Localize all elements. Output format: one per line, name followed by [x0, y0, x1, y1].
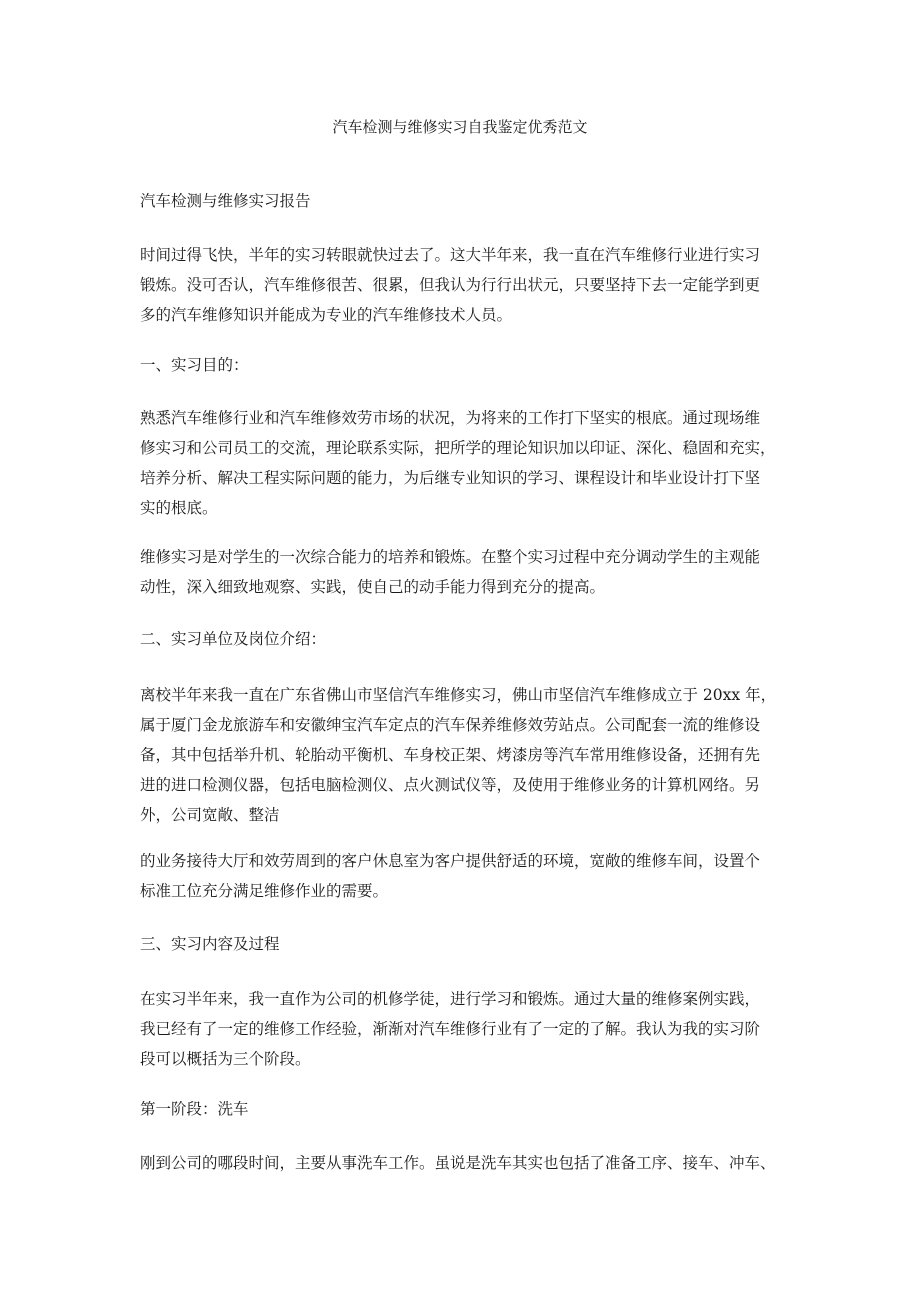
section-1-heading [140, 350, 784, 380]
text-line: 培养分析、解决工程实际问题的能力，为后继专业知识的学习、课程设计和毕业设计打下坚 [140, 469, 761, 487]
section-3-heading [140, 929, 784, 959]
text-line: 的业务接待大厅和效劳周到的客户休息室为客户提供舒适的环境，宽敞的维修车间，设置个 [140, 852, 761, 870]
text-line: 外，公司宽敞、整洁 [140, 806, 280, 824]
heading-line: 第一阶段：洗车 [140, 1100, 249, 1118]
intro-paragraph [140, 240, 784, 330]
section-2-paragraph-2 [140, 846, 784, 906]
heading-line: 一、实习目的： [140, 356, 249, 374]
text-line: 我已经有了一定的维修工作经验，渐渐对汽车维修行业有了一定的了解。我认为我的实习阶 [140, 1020, 761, 1038]
text-line: 属于厦门金龙旅游车和安徽绅宝汽车定点的汽车保养维修效劳站点。公司配套一流的维修设 [140, 716, 761, 734]
heading-line: 三、实习内容及过程 [140, 935, 280, 953]
section-2-paragraph-1 [140, 680, 784, 830]
text-line: 锻炼。没可否认，汽车维修很苦、很累，但我认为行行出状元，只要坚持下去一定能学到更 [140, 276, 761, 294]
heading-line: 二、实习单位及岗位介绍： [140, 630, 327, 648]
text-line: 段可以概括为三个阶段。 [140, 1050, 311, 1068]
text-line: 时间过得飞快，半年的实习转眼就快过去了。这大半年来，我一直在汽车维修行业进行实习 [140, 246, 761, 264]
text-line: 进的进口检测仪器，包括电脑检测仪、点火测试仪等，及使用于维修业务的计算机网络。另 [140, 776, 761, 794]
text-line: 多的汽车维修知识并能成为专业的汽车维修技术人员。 [140, 306, 513, 324]
stage-1-heading [140, 1094, 784, 1124]
report-subtitle [140, 186, 784, 216]
text-line: 熟悉汽车维修行业和汽车维修效劳市场的状况，为将来的工作打下坚实的根底。通过现场维 [140, 409, 761, 427]
text-line: 标准工位充分满足维修作业的需要。 [140, 882, 389, 900]
section-2-heading [140, 624, 784, 654]
text-line: 修实习和公司员工的交流，理论联系实际，把所学的理论知识加以印证、深化、稳固和充实， [140, 439, 776, 457]
document-title: 汽车检测与维修实习自我鉴定优秀范文 [332, 118, 588, 136]
text-line: 离校半年来我一直在广东省佛山市坚信汽车维修实习，佛山市坚信汽车维修成立于 20xx 年， [140, 686, 777, 704]
stage-1-paragraph-1 [140, 1148, 784, 1178]
text-line: 刚到公司的哪段时间，主要从事洗车工作。虽说是洗车其实也包括了准备工序、接车、冲车、 [140, 1154, 776, 1172]
text-line: 备，其中包括举升机、轮胎动平衡机、车身校正架、烤漆房等汽车常用维修设备，还拥有先 [140, 746, 761, 764]
text-line: 维修实习是对学生的一次综合能力的培养和锻炼。在整个实习过程中充分调动学生的主观能 [140, 548, 761, 566]
section-1-paragraph-2 [140, 542, 784, 602]
text-line: 实的根底。 [140, 499, 218, 517]
section-3-paragraph-1 [140, 984, 784, 1074]
text-line: 动性，深入细致地观察、实践，使自己的动手能力得到充分的提高。 [140, 578, 606, 596]
text-line: 在实习半年来，我一直作为公司的机修学徒，进行学习和锻炼。通过大量的维修案例实践， [140, 990, 761, 1008]
subtitle-line: 汽车检测与维修实习报告 [140, 192, 311, 210]
section-1-paragraph-1 [140, 403, 784, 523]
